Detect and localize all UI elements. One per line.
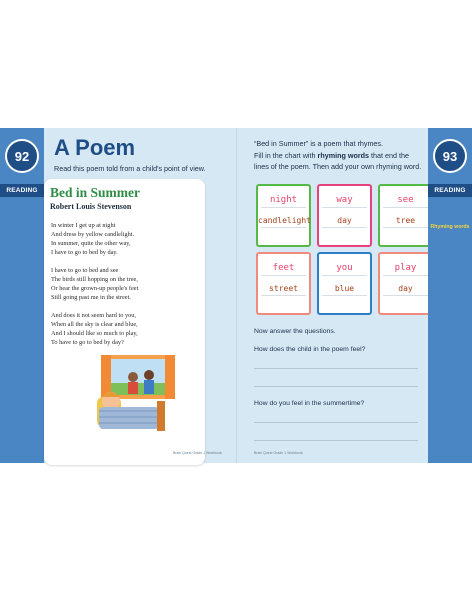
rhyme-card[interactable]: [378, 252, 433, 315]
card-divider: [383, 295, 428, 296]
rhyme-card[interactable]: [378, 184, 433, 247]
card-divider: [322, 295, 367, 296]
poem-word: feet: [272, 263, 295, 273]
poem-stanza-1: [51, 221, 134, 257]
poem-word: see: [397, 195, 414, 205]
rhyme-answer: candlelight: [258, 216, 311, 225]
workbook-spread: [0, 128, 472, 463]
section-tab: READING: [0, 184, 44, 197]
child-in-bed-illustration: [97, 353, 179, 433]
poem-line: And does it not seem hard to you,: [51, 312, 136, 319]
poem-line: The birds still hopping on the tree,: [51, 276, 138, 283]
instruction-line: [254, 151, 424, 172]
instruction-text: that end the lines of the poem. Then add your own rhyming word.: [254, 151, 422, 171]
poem-line: And I should like so much to play,: [51, 330, 138, 337]
card-divider: [322, 275, 367, 276]
instruction-bold: rhyming words: [317, 151, 370, 161]
page-subtitle: Read this poem told from a child's point of view.: [54, 164, 206, 173]
rhyme-card[interactable]: [317, 184, 372, 247]
card-divider: [383, 275, 428, 276]
section-tab: READING: [428, 184, 472, 197]
poem-stanza-3: [51, 311, 138, 347]
poem-line: In summer, quite the other way,: [51, 240, 131, 247]
left-footer: Brain Quest Grade 1 Workbook: [173, 451, 222, 455]
poem-line: Or hear the grown-up people's feet: [51, 285, 139, 292]
answer-prompt: Now answer the questions.: [254, 328, 336, 335]
card-divider: [383, 207, 428, 208]
card-divider: [322, 227, 367, 228]
poem-line: In winter I get up at night: [51, 222, 116, 229]
answer-line[interactable]: [254, 422, 418, 423]
poem-word: way: [336, 195, 353, 205]
poem-line: I have to go to bed and see: [51, 267, 119, 274]
right-side-tab: [428, 128, 472, 463]
tab-subtitle: Rhyming words: [430, 224, 470, 230]
card-divider: [322, 207, 367, 208]
poem-line: And dress by yellow candlelight.: [51, 231, 135, 238]
poem-card: [44, 179, 205, 465]
card-divider: [261, 295, 306, 296]
right-footer: Brain Quest Grade 1 Workbook: [254, 451, 303, 455]
question-2: How do you feel in the summertime?: [254, 400, 365, 407]
page-gutter: [236, 128, 237, 463]
page-number-badge: 92: [5, 139, 39, 173]
rhyme-card[interactable]: [256, 184, 311, 247]
rhyme-answer: day: [398, 284, 413, 293]
page-title: A Poem: [54, 135, 136, 160]
poem-line: To have to go to bed by day?: [51, 339, 124, 346]
poem-word: night: [269, 195, 298, 205]
poem-line: I have to go to bed by day.: [51, 249, 118, 256]
poem-word: you: [336, 263, 353, 273]
instruction-line: “Bed in Summer” is a poem that rhymes.: [254, 139, 384, 148]
card-divider: [383, 227, 428, 228]
poem-author: Robert Louis Stevenson: [50, 202, 132, 211]
instructions: [254, 139, 424, 172]
rhyme-answer: day: [337, 216, 352, 225]
answer-line[interactable]: [254, 440, 418, 441]
rhyme-answer: tree: [395, 216, 416, 225]
card-divider: [261, 275, 306, 276]
instruction-text: Fill in the chart with: [254, 151, 318, 161]
poem-line: When all the sky is clear and blue,: [51, 321, 138, 328]
answer-line[interactable]: [254, 368, 418, 369]
card-divider: [261, 227, 306, 228]
rhyme-card[interactable]: [256, 252, 311, 315]
poem-stanza-2: [51, 266, 138, 302]
left-side-tab: [0, 128, 44, 463]
rhyme-answer: street: [269, 284, 298, 293]
poem-word: play: [394, 263, 417, 273]
answer-line[interactable]: [254, 386, 418, 387]
page-number-badge: 93: [433, 139, 467, 173]
question-1: How does the child in the poem feel?: [254, 346, 366, 353]
poem-line: Still going past me in the street.: [51, 294, 131, 301]
poem-title: Bed in Summer: [50, 185, 141, 200]
rhyme-answer: blue: [334, 284, 355, 293]
rhyme-card[interactable]: [317, 252, 372, 315]
card-divider: [261, 207, 306, 208]
